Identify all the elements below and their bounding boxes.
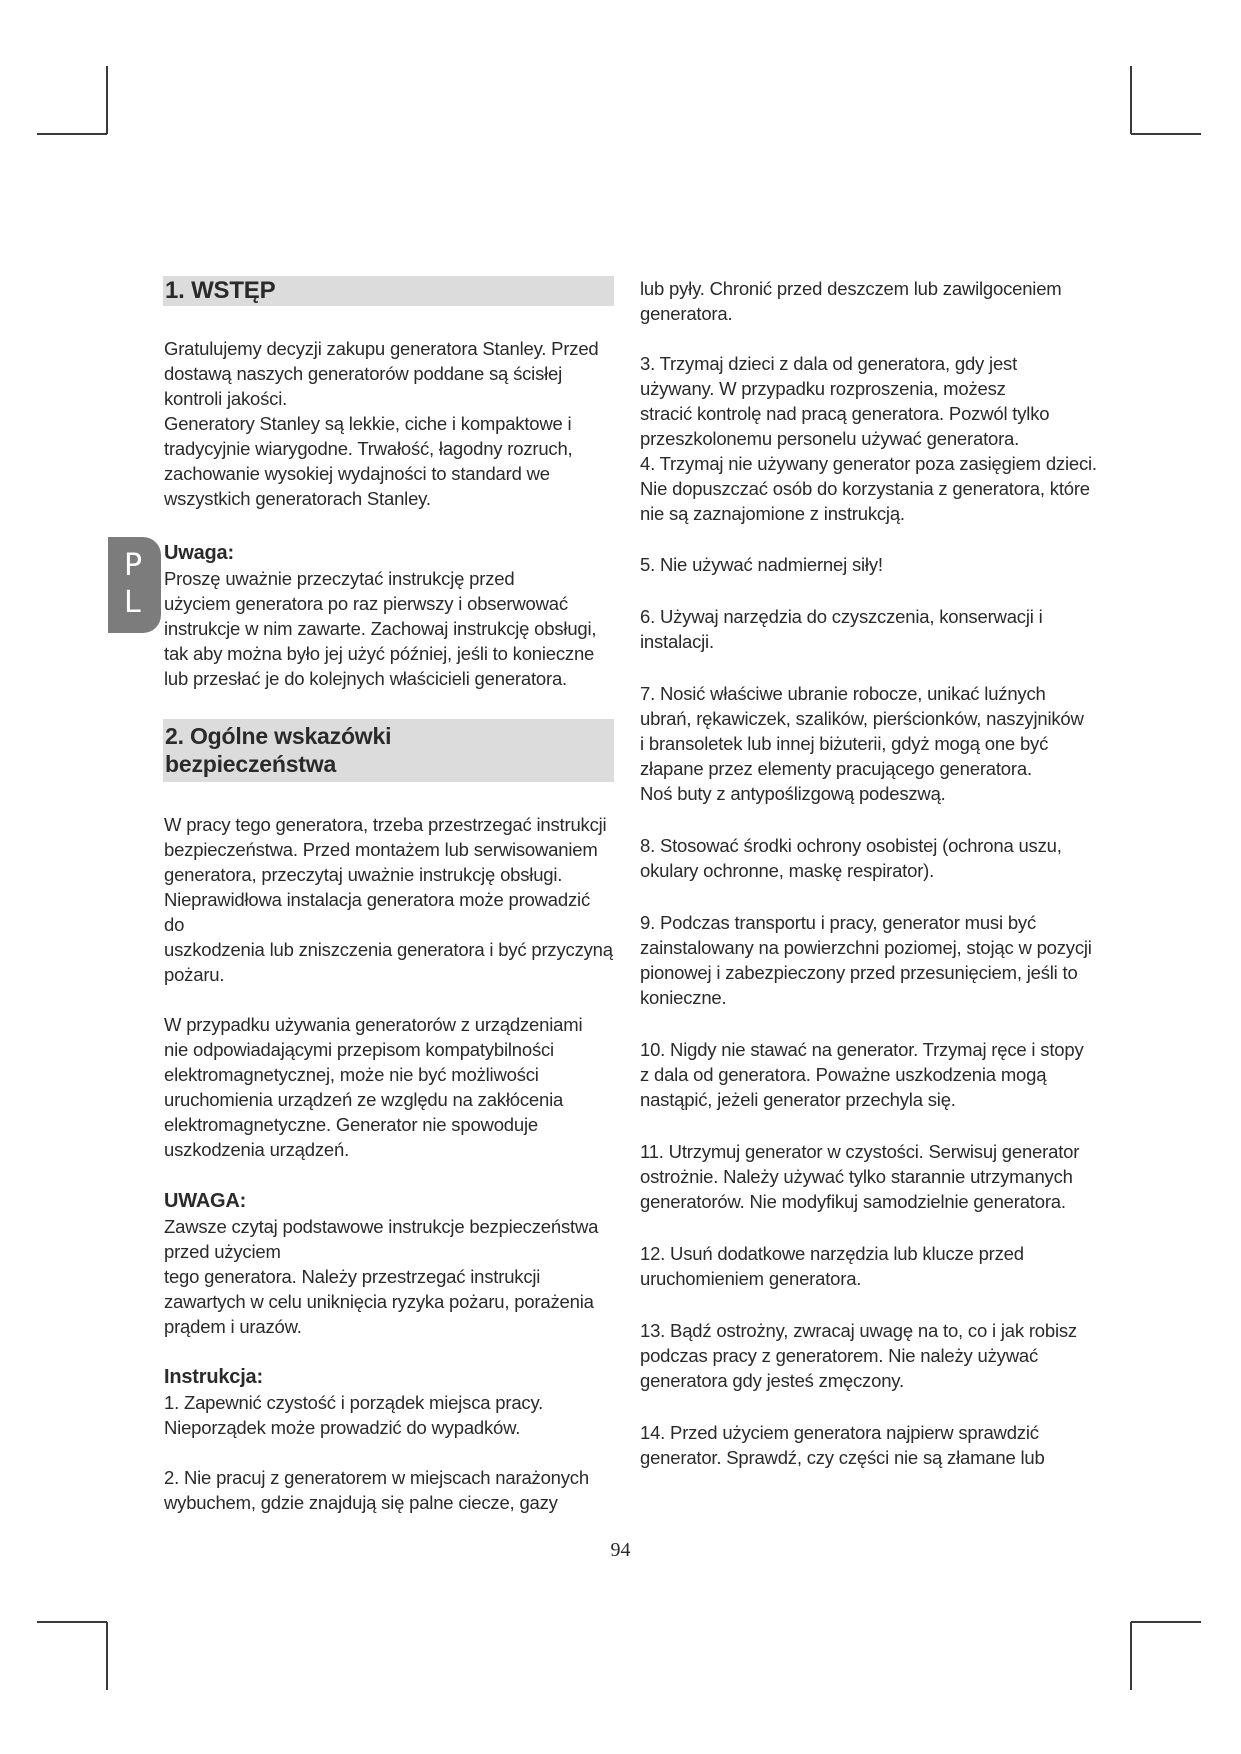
instruction-item-5: 5. Nie używać nadmiernej siły! [640,554,883,575]
page-number: 94 [610,1539,631,1561]
safety-paragraph: W pracy tego generatora, trzeba przestrzegać instrukcji bezpieczeństwa. Przed montażem lub serwisowaniem generatora, przeczytaj uważnie instrukcję obsługi. Nieprawidłowa instalacja generatora może prowadzić do uszkodzenia lub zniszczenia generatora i być przyczyną pożaru. [164,814,613,985]
warning-paragraph: Zawsze czytaj podstawowe instrukcje bezpieczeństwa przed użyciem tego generatora. Należy przestrzegać instrukcji zawartych w celu uniknięcia ryzyka pożaru, porażenia prądem i urazów. [164,1216,599,1337]
intro-paragraph: Gratulujemy decyzji zakupu generatora Stanley. Przed dostawą naszych generatorów poddane są ścisłej kontroli jakości. Generatory Stanley są lekkie, ciche i kompaktowe i tradycyjnie wiarygodne. Trwałość, łagodny rozruch, zachowanie wysokiej wydajności to standard we wszystkich generatorach Stanley. [164,338,599,509]
right-column [640,276,1100,1470]
instruction-item-13: 13. Bądź ostrożny, zwracaj uwagę na to, co i jak robisz podczas pracy z generatorem. Nie należy używać generatora gdy jesteś zmęczony. [640,1320,1077,1391]
instruction-item-3-4: 3. Trzymaj dzieci z dala od generatora, gdy jest używany. W przypadku rozproszenia, możesz stracić kontrolę nad pracą generatora. Pozwól tylko przeszkolonemu personelu używać generatora. 4. Trzymaj nie używany generator poza zasięgiem dzieci. Nie dopuszczać osób do korzystania z generatora, które nie są zaznajomione z instrukcją. [640,353,1097,524]
language-tab-letter: P [124,548,143,583]
crop-mark-bottom-left-vertical [106,1622,108,1690]
emc-paragraph: W przypadku używania generatorów z urządzeniami nie odpowiadającymi przepisom kompatybilności elektromagnetycznej, może nie być możliwości uruchomienia urządzeń ze względu na zakłócenia elektromagnetyczne. Generator nie spowoduje uszkodzenia urządzeń. [164,1014,583,1160]
note-paragraph: Proszę uważnie przeczytać instrukcję przed użyciem generatora po raz pierwszy i obserwować instrukcje w nim zawarte. Zachowaj instrukcję obsługi, tak aby można było jej użyć później, jeśli to konieczne lub przesłać je do kolejnych właścicieli generatora. [164,568,597,689]
crop-mark-top-right-horizontal [1131,133,1201,135]
crop-mark-top-left-vertical [106,66,108,134]
crop-mark-bottom-right-vertical [1130,1622,1132,1690]
instruction-item-11: 11. Utrzymuj generator w czystości. Serwisuj generator ostrożnie. Należy używać tylko starannie utrzymanych generatorów. Nie modyfikuj samodzielnie generatora. [640,1141,1080,1212]
section-heading-intro: 1. WSTĘP [163,276,614,306]
instruction-item-14: 14. Przed użyciem generatora najpierw sprawdzić generator. Sprawdź, czy części nie są złamane lub [640,1422,1045,1468]
crop-mark-bottom-left-horizontal [37,1621,107,1623]
crop-mark-bottom-right-horizontal [1131,1621,1201,1623]
instruction-item-2-continued: lub pyły. Chronić przed deszczem lub zawilgoceniem generatora. [640,278,1062,324]
section-heading-safety: 2. Ogólne wskazówki bezpieczeństwa [163,719,614,782]
instruction-item-2: 2. Nie pracuj z generatorem w miejscach narażonych wybuchem, gdzie znajdują się palne ciecze, gazy [164,1467,589,1513]
left-column [164,276,614,1515]
instruction-item-10: 10. Nigdy nie stawać na generator. Trzymaj ręce i stopy z dala od generatora. Poważne uszkodzenia mogą nastąpić, jeżeli generator przechyla się. [640,1039,1084,1110]
crop-mark-top-left-horizontal [37,133,107,135]
language-tab-letter: L [124,585,141,620]
instruction-item-6: 6. Używaj narzędzia do czyszczenia, konserwacji i instalacji. [640,606,1043,652]
instruction-item-1: 1. Zapewnić czystość i porządek miejsca pracy. Nieporządek może prowadzić do wypadków. [164,1392,544,1438]
instruction-item-9: 9. Podczas transportu i pracy, generator musi być zainstalowany na powierzchni poziomej, stojąc w pozycji pionowej i zabezpieczony przed przesunięciem, jeśli to konieczne. [640,912,1092,1008]
warning-heading: UWAGA: [164,1190,247,1212]
instructions-heading: Instrukcja: [164,1366,263,1388]
instruction-item-12: 12. Usuń dodatkowe narzędzia lub klucze przed uruchomieniem generatora. [640,1243,1024,1289]
language-tab-pl [108,537,161,633]
instruction-item-8: 8. Stosować środki ochrony osobistej (ochrona uszu, okulary ochronne, maskę respirator). [640,835,1062,881]
crop-mark-top-right-vertical [1130,66,1132,134]
note-heading: Uwaga: [164,542,234,564]
instruction-item-7: 7. Nosić właściwe ubranie robocze, unikać luźnych ubrań, rękawiczek, szalików, pierścionków, naszyjników i bransoletek lub innej biżuterii, gdyż mogą one być złapane przez elementy pracującego generatora. Noś buty z antypoślizgową podeszwą. [640,683,1084,804]
